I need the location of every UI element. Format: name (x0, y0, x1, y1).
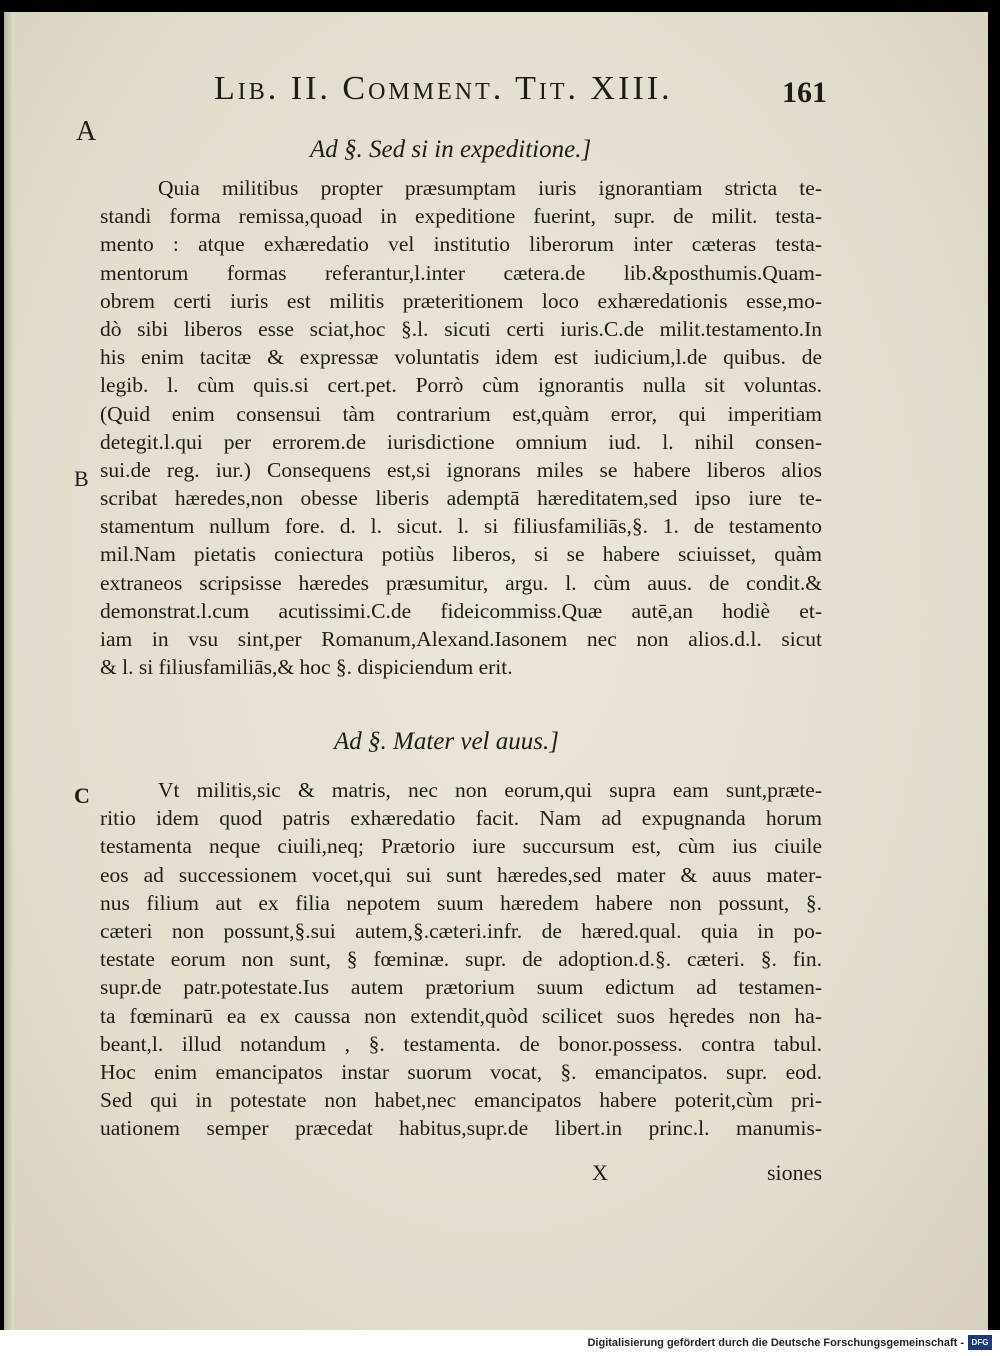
text-line: Quia militibus propter præsumptam iuris ignorantiam stricta te- (158, 176, 822, 200)
text-line: Vt militis,sic & matris, nec non eorum,qui supra eam sunt,præte- (158, 778, 822, 802)
text-line: & l. si filiusfamiliās,& hoc §. dispiciendum erit. (100, 655, 513, 680)
text-line: eos ad successionem vocet,qui sui sunt hæredes,sed mater & auus mater- (100, 862, 822, 887)
text-line: extraneos scripsisse hæredes præsumitur, argu. l. cùm auus. de condit.& (100, 570, 822, 595)
digitization-footer (0, 1330, 1000, 1356)
text-line: stamentum nullum fore. d. l. sicut. l. si filiusfamiliās,§. 1. de testamento (100, 514, 822, 539)
signature-mark: X (592, 1160, 608, 1185)
text-line: demonstrat.l.cum acutissimi.C.de fideicommiss.Quæ autē,an hodiè et- (100, 598, 822, 623)
text-line: testate eorum non sunt, § fœminæ. supr. de adoption.d.§. cæteri. §. fin. (100, 947, 822, 972)
text-line: obrem certi iuris est militis præteritionem loco exhæredationis esse,mo- (100, 288, 822, 313)
section-body-expeditione (100, 174, 822, 681)
text-line: Hoc enim emancipatos instar suorum vocat, §. emancipatos. supr. eod. (100, 1059, 822, 1084)
text-line: Sed qui in potestate non habet,nec emancipatos habere poterit,cùm pri- (100, 1088, 822, 1113)
text-line: ta fœminarū ea ex caussa non extendit,quòd scilicet suos hęredes non ha- (100, 1003, 822, 1028)
catchword: siones (767, 1160, 822, 1185)
text-line: mil.Nam pietatis coniectura potiùs liberos, si se habere sciuisset, quàm (100, 542, 822, 567)
text-line: legib. l. cùm quis.si cert.pet. Porrò cùm ignorantis nulla sit voluntas. (100, 373, 822, 398)
text-line: sui.de reg. iur.) Consequens est,si ignorans miles se habere liberos alios (100, 457, 822, 482)
text-line: standi forma remissa,quoad in expeditione fuerint, supr. de milit. testa- (100, 204, 822, 229)
text-line: mento : atque exhæredatio vel institutio liberorum inter cæteras testa- (100, 232, 822, 257)
text-line: beant,l. illud notandum , §. testamenta. de bonor.possess. contra tabul. (100, 1031, 822, 1056)
text-line: mentorum formas referantur,l.inter cætera.de lib.&posthumis.Quam- (100, 260, 822, 285)
text-line: testamenta neque ciuili,neq; Prætorio iure succursum est, cùm ius ciuile (100, 834, 822, 859)
text-line: detegit.l.qui per errorem.de iurisdictione omnium iud. l. nihil consen- (100, 429, 822, 454)
text-line: supr.de patr.potestate.Ius autem prætorium suum edictum ad testamen- (100, 975, 822, 1000)
book-page (4, 12, 988, 1330)
text-line: cæteri non possunt,§.sui autem,§.cæteri.infr. de hæred.qual. quia in po- (100, 918, 822, 943)
text-line: (Quid enim consensui tàm contrarium est,quàm error, qui imperitiam (100, 401, 822, 426)
section-body-mater-vel-auus (100, 776, 822, 1142)
running-head: Lib. II. Comment. Tit. XIII. (214, 70, 673, 107)
text-line: dò sibi liberos esse sciat,hoc §.l. sicuti certi iuris.C.de milit.testamento.In (100, 316, 822, 341)
section-heading-expeditione: Ad §. Sed si in expeditione.] (310, 136, 592, 163)
page-spine-shadow (4, 12, 14, 1330)
text-line: uationem semper præcedat habitus,supr.de libert.in princ.l. manumis- (100, 1116, 822, 1141)
dfg-logo[interactable]: DFG (968, 1335, 992, 1350)
folio-number: 161 (782, 76, 827, 109)
margin-letter-a: A (76, 116, 97, 147)
text-line: nus filium aut ex filia nepotem suum hæredem habere non possunt, §. (100, 890, 822, 915)
text-line: scribat hæredes,non obesse liberis ademptā hæreditatem,sed ipso iure te- (100, 486, 822, 511)
text-line: ritio idem quod patris exhæredatio facit. Nam ad expugnanda horum (100, 806, 822, 831)
text-line: iam in vsu sint,per Romanum,Alexand.Iasonem nec non alios.d.l. sicut (100, 627, 822, 651)
margin-letter-c: C (74, 783, 90, 808)
text-line: his enim tacitæ & expressæ voluntatis idem est iudicium,l.de quibus. de (100, 345, 822, 370)
section-heading-mater-vel-auus: Ad §. Mater vel auus.] (334, 728, 559, 755)
funding-credit: Digitalisierung gefördert durch die Deutsche Forschungsgemeinschaft - (587, 1337, 964, 1349)
margin-letter-b: B (74, 466, 89, 491)
catchword-row (100, 1160, 822, 1190)
